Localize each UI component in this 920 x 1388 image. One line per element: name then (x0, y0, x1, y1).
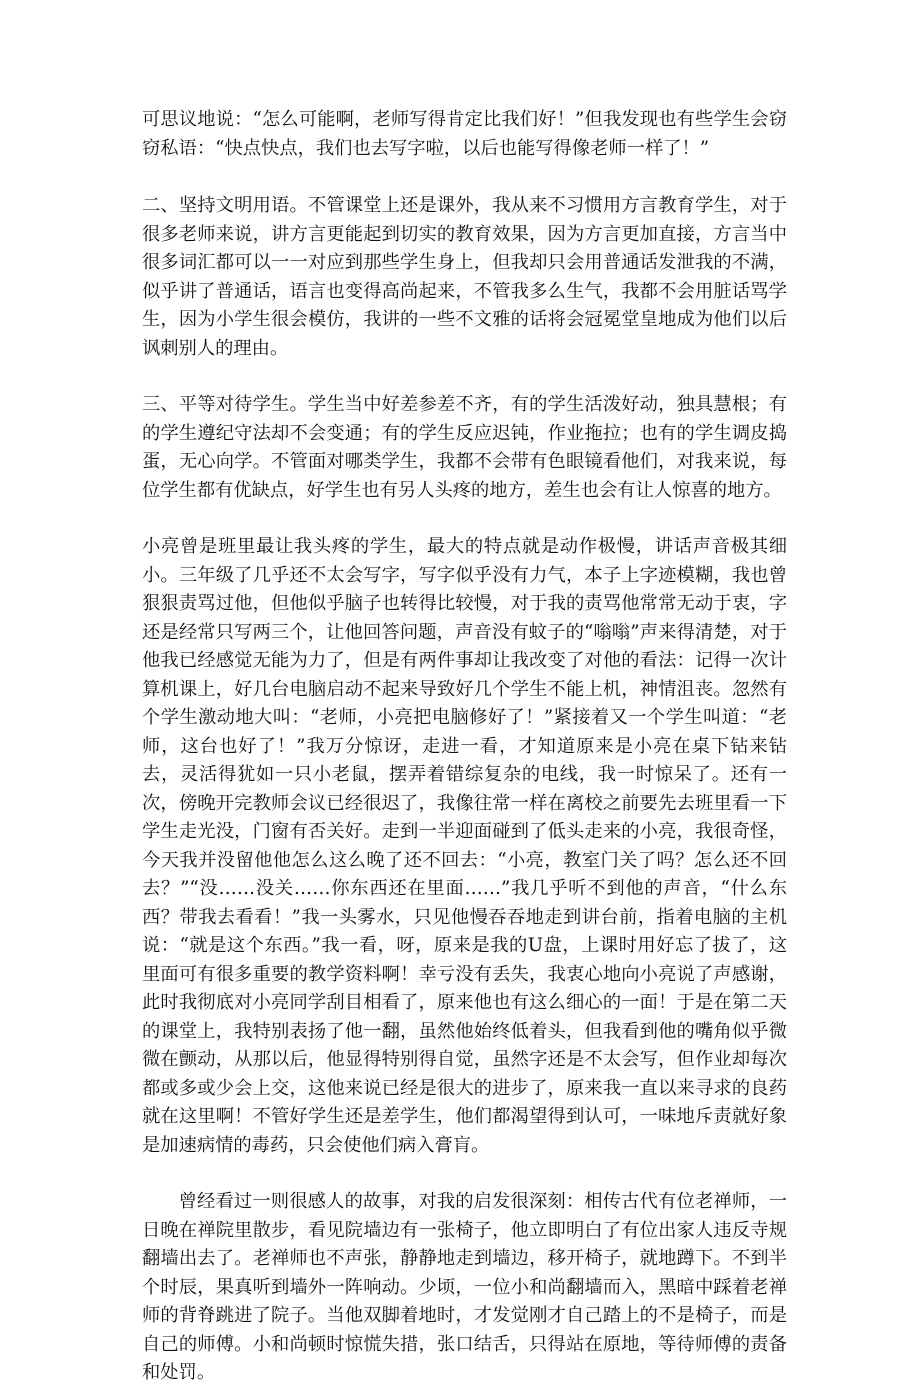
paragraph-equal-treatment: 三、平等对待学生。学生当中好差参差不齐，有的学生活泼好动，独具慧根；有的学生遵纪守法却不会变通；有的学生反应迟钝，作业拖拉；也有的学生调皮捣蛋，无心向学。不管面对哪类学生，我都不会带有色眼镜看他们，对我来说，每位学生都有优缺点，好学生也有另人头疼的地方，差生也会有让人惊喜的地方。 (142, 394, 787, 501)
paragraph-zen-master-story: 曾经看过一则很感人的故事，对我的启发很深刻：相传古代有位老禅师，一日晚在禅院里散步，看见院墙边有一张椅子，他立即明白了有位出家人违反寺规翻墙出去了。老禅师也不声张，静静地走到墙边，移开椅子，就地蹲下。不到半个时辰，果真听到墙外一阵响动。少顷，一位小和尚翻墙而入，黑暗中踩着老禅师的背脊跳进了院子。当他双脚着地时，才发觉刚才自己踏上的不是椅子，而是自己的师傅。小和尚顿时惊慌失措，张口结舌，只得站在原地，等待师傅的责备和处罚。 (142, 1191, 787, 1383)
document-page (142, 106, 787, 1388)
paragraph-civil-language: 二、坚持文明用语。不管课堂上还是课外，我从来不习惯用方言教育学生，对于很多老师来说，讲方言更能起到切实的教育效果，因为方言更加直接，方言当中很多词汇都可以一一对应到那些学生身上，但我却只会用普通话发泄我的不满，似乎讲了普通话，语言也变得高尚起来，不管我多么生气，我都不会用脏话骂学生，因为小学生很会模仿，我讲的一些不文雅的话将会冠冕堂皇地成为他们以后讽刺别人的理由。 (142, 195, 787, 359)
paragraph-xiaoliang-story: 小亮曾是班里最让我头疼的学生，最大的特点就是动作极慢，讲话声音极其细小。三年级了几乎还不太会写字，写字似乎没有力气，本子上字迹模糊，我也曾狠狠责骂过他，但他似乎脑子也转得比较慢，对于我的责骂他常常无动于衷，字还是经常只写两三个，让他回答问题，声音没有蚊子的“嗡嗡”声来得清楚，对于他我已经感觉无能为力了，但是有两件事却让我改变了对他的看法：记得一次计算机课上，好几台电脑启动不起来导致好几个学生不能上机，神情沮丧。忽然有个学生激动地大叫：“老师，小亮把电脑修好了！”紧接着又一个学生叫道：“老师，这台也好了！”我万分惊讶，走进一看，才知道原来是小亮在桌下钻来钻去，灵活得犹如一只小老鼠，摆弄着错综复杂的电线，我一时惊呆了。还有一次，傍晚开完教师会议已经很迟了，我像往常一样在离校之前要先去班里看一下学生走光没，门窗有否关好。走到一半迎面碰到了低头走来的小亮，我很奇怪，今天我并没留他他怎么这么晚了还不回去：“小亮，教室门关了吗？怎么还不回去？”“没……没关……你东西还在里面……”我几乎听不到他的声音，“什么东西？带我去看看！”我一头雾水，只见他慢吞吞地走到讲台前，指着电脑的主机说：“就是这个东西。”我一看，呀，原来是我的U盘，上课时用好忘了拔了，这里面可有很多重要的教学资料啊！幸亏没有丢失，我衷心地向小亮说了声感谢，此时我彻底对小亮同学刮目相看了，原来他也有这么细心的一面！于是在第二天的课堂上，我特别表扬了他一翻，虽然他始终低着头，但我看到他的嘴角似乎微微在颤动，从那以后，他显得特别得自觉，虽然字还是不太会写，但作业却每次都或多或少会上交，这他来说已经是很大的进步了，原来我一直以来寻求的良药就在这里啊！不管好学生还是差学生，他们都渴望得到认可，一味地斥责就好象是加速病情的毒药，只会使他们病入膏肓。 (142, 536, 787, 1156)
paragraph-opening: 可思议地说：“怎么可能啊，老师写得肯定比我们好！”但我发现也有些学生会窃窃私语：“快点快点，我们也去写字啦，以后也能写得像老师一样了！” (142, 109, 787, 159)
